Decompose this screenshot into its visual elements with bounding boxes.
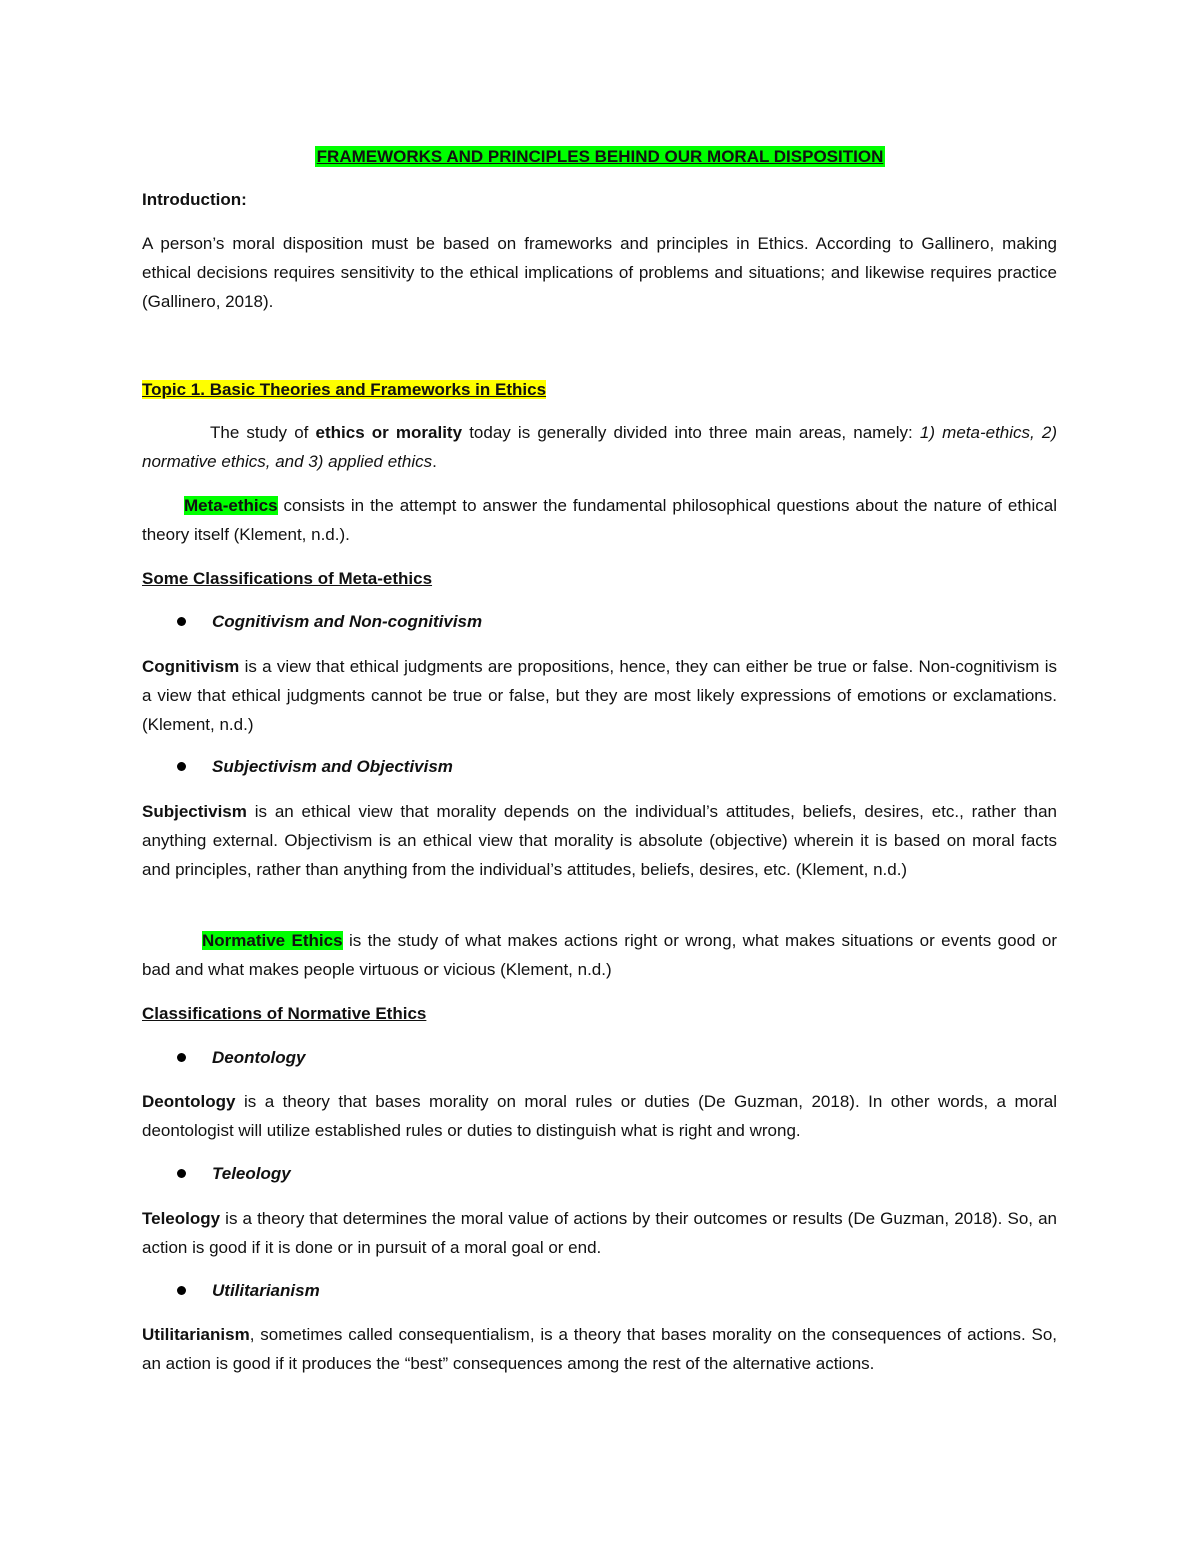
bullet-dot-icon [177,762,186,771]
meta-ethics-term: Meta-ethics [184,496,278,515]
bullet-label: Subjectivism and Objectivism [212,757,453,776]
utilitarianism-paragraph: Utilitarianism, sometimes called consequentialism, is a theory that bases morality on the consequences of actions. So, an action is good if it produces the “best” consequences among the rest of the alternative actions. [142,1325,1057,1373]
bullet-label: Deontology [212,1048,306,1067]
topic1-heading-text: Topic 1. Basic Theories and Frameworks in Ethics [142,380,547,399]
normative-ethics-term: Normative Ethics [202,931,343,950]
teleology-paragraph: Teleology is a theory that determines the moral value of actions by their outcomes or results (De Guzman, 2018). So, an action is good if it is done or in pursuit of a moral goal or end. [142,1209,1057,1257]
document-title [0,142,1200,171]
subjectivism-paragraph: Subjectivism is an ethical view that morality depends on the individual’s attitudes, beliefs, desires, etc., rather than anything external. Objectivism is an ethical view that morality is absolute (objective) wherein it is based on moral facts and principles, rather than anything from the individual’s attitudes, beliefs, desires, etc. (Klement, n.d.) [142,802,1057,879]
ethics-morality-term: ethics or morality [315,423,463,442]
deontology-paragraph: Deontology is a theory that bases morality on moral rules or duties (De Guzman, 2018). In other words, a moral deontologist will utilize established rules or duties to distinguish what is right and wrong. [142,1092,1057,1140]
subjectivism-term: Subjectivism [142,802,247,821]
utilitarianism-term: Utilitarianism [142,1325,250,1344]
bullet-dot-icon [177,617,186,626]
bullet-subjectivism [177,752,977,781]
normative-ethics-paragraph: Normative Ethics is the study of what makes actions right or wrong, what makes situations or events good or bad and what makes people virtuous or vicious (Klement, n.d.) [142,931,1057,979]
document-title-text: FRAMEWORKS AND PRINCIPLES BEHIND OUR MORAL DISPOSITION [316,147,884,166]
three-areas-list: 1) meta-ethics, 2) normative ethics, and 3) applied ethics [142,423,1058,471]
bullet-dot-icon [177,1286,186,1295]
bullet-label: Cognitivism and Non-cognitivism [212,612,483,631]
bullet-label: Utilitarianism [212,1281,320,1300]
cognitivism-paragraph: Cognitivism is a view that ethical judgments are propositions, hence, they can either be true or false. Non-cognitivism is a view that ethical judgments cannot be true or false, but they are most likely expressions of emotions or exclamations. (Klement, n.d.) [142,657,1057,734]
bullet-teleology [177,1159,977,1188]
meta-ethics-paragraph: Meta-ethics consists in the attempt to answer the fundamental philosophical questions about the nature of ethical theory itself (Klement, n.d.). [142,496,1057,544]
deontology-term: Deontology [142,1092,236,1111]
bullet-deontology [177,1043,977,1072]
meta-classes-heading: Some Classifications of Meta-ethics [142,569,433,588]
teleology-term: Teleology [142,1209,221,1228]
bullet-dot-icon [177,1169,186,1178]
intro-heading: Introduction: [142,190,247,209]
bullet-dot-icon [177,1053,186,1062]
topic1-heading [142,375,1057,404]
bullet-label: Teleology [212,1164,291,1183]
intro-paragraph: A person’s moral disposition must be based on frameworks and principles in Ethics. According to Gallinero, making ethical decisions requires sensitivity to the ethical implications of problems and situations; and likewise requires practice (Gallinero, 2018). [142,234,1057,311]
topic1-paragraph: The study of ethics or morality today is generally divided into three main areas, namely: 1) meta-ethics, 2) normative ethics, and 3) applied ethics. [142,423,1058,471]
cognitivism-term: Cognitivism [142,657,240,676]
normative-classes-heading: Classifications of Normative Ethics [142,1004,427,1023]
bullet-utilitarianism [177,1276,977,1305]
bullet-cognitivism [177,607,977,636]
